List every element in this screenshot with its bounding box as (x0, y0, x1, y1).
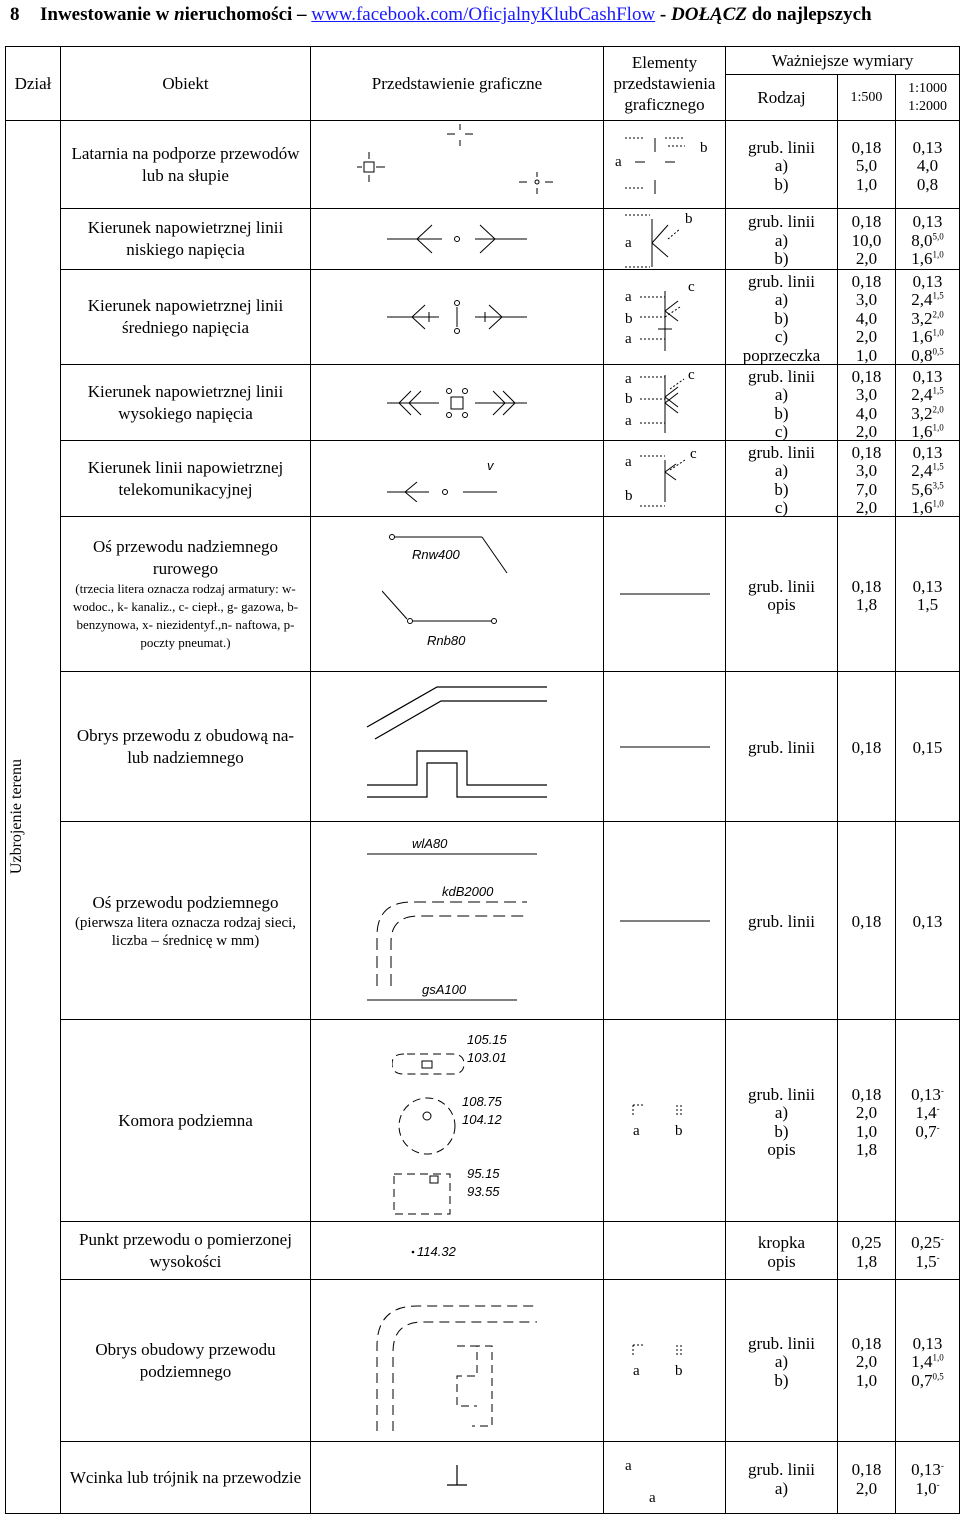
measurement-cell: 0,13- 1,0- (896, 1442, 960, 1514)
scale1000-cell: 0,13 4,0 0,8 (896, 121, 960, 209)
svg-text:104.12: 104.12 (462, 1111, 502, 1127)
symbol-wcinka (311, 1442, 604, 1514)
col-graficzne: Przedstawienie graficzne (311, 47, 604, 121)
elements-nadziemny (604, 517, 726, 672)
table-row (6, 1442, 960, 1514)
symbol-telekom (311, 441, 604, 517)
section-label: Uzbrojenie terenu (8, 759, 25, 875)
col-scale-1000-2000: 1:1000 1:2000 (896, 75, 960, 121)
svg-text:a: a (632, 1362, 640, 1379)
measurement-cell: 0,15 (896, 672, 960, 822)
table-row (6, 1222, 960, 1280)
object-name: Kierunek napowietrznej linii niskiego napięcia (61, 209, 311, 270)
measurement-cell: 0,13 1,5 (896, 517, 960, 672)
table-row (6, 672, 960, 822)
object-name: Obrys przewodu z obudową na- lub nadziemnego (61, 672, 311, 822)
measurement-cell: 0,13 (896, 822, 960, 1020)
svg-text:kdB2000: kdB2000 (442, 883, 494, 899)
col-obiekt: Obiekt (61, 47, 311, 121)
measurement-cell: 0,18 (838, 822, 896, 1020)
object-name: Kierunek napowietrznej linii wysokiego napięcia (61, 365, 311, 441)
object-name: Komora podziemna (61, 1020, 311, 1222)
svg-text:wlA80: wlA80 (412, 835, 448, 851)
symbol-obrys-obudowa (311, 672, 604, 822)
table-row (6, 441, 960, 517)
symbol-obrys-podziemny (311, 1280, 604, 1442)
facebook-link[interactable]: www.facebook.com/OficjalnyKlubCashFlow (311, 4, 656, 25)
svg-text:a: a (624, 289, 632, 305)
svg-text:95.15: 95.15 (467, 1165, 500, 1181)
symbols-table (5, 46, 960, 1514)
svg-text:108.75: 108.75 (462, 1093, 502, 1109)
symbol-latarnia (311, 121, 604, 209)
symbol-niskie (311, 209, 604, 270)
svg-text:a: a (624, 412, 632, 429)
measurement-cell: grub. linii a) b) (726, 1280, 838, 1442)
object-name: Obrys obudowy przewodu podziemnego (61, 1280, 311, 1442)
svg-text:b: b (699, 139, 707, 156)
measurement-cell: 0,13 8,0$^{5,0}$ 1,6$^{1,0}$ (896, 209, 960, 270)
col-wymiary: Ważniejsze wymiary (726, 47, 960, 75)
object-name: Kierunek napowietrznej linii średniego napięcia (61, 270, 311, 365)
measurement-cell: grub. linii a) (726, 1442, 838, 1514)
table-row (6, 517, 960, 672)
svg-text:105.15: 105.15 (467, 1031, 507, 1047)
symbol-nadziemny (311, 517, 604, 672)
elements-obrys-podziemny (604, 1280, 726, 1442)
header-title-prefix: Inwestowanie w (40, 4, 175, 25)
svg-text:103.01: 103.01 (467, 1049, 507, 1065)
object-note: (trzecia litera oznacza rodzaj armatury: w-wodoc., k- kanaliz., c- ciepł., g- gazowa, b- benzynowa, x- niezidentyf.,n- naftowa, p- poczty pneumat.) (72, 581, 299, 650)
svg-text:b: b (684, 211, 692, 227)
measurement-cell: 0,18 3,0 4,0 2,0 (838, 365, 896, 441)
measurement-cell: grub. linii (726, 822, 838, 1020)
col-elementy: Elementy przedstawienia graficznego (604, 47, 726, 121)
table-row (6, 209, 960, 270)
measurement-cell: kropka opis (726, 1222, 838, 1280)
object-note: (pierwsza litera oznacza rodzaj sieci, liczba – średnicę w mm) (74, 914, 297, 949)
object-name: Punkt przewodu o pomierzonej wysokości (61, 1222, 311, 1280)
svg-text:Rnw400: Rnw400 (412, 547, 460, 562)
header-suffix: do najlepszych (747, 4, 872, 25)
page-number: 8 (10, 4, 20, 25)
elements-niskie (604, 209, 726, 270)
col-rodzaj: Rodzaj (726, 75, 838, 121)
page-header (10, 4, 950, 30)
elements-punkt (604, 1222, 726, 1280)
table-row (6, 822, 960, 1020)
svg-text:a: a (624, 453, 632, 470)
object-name: Kierunek linii napowietrznej telekomunikacyjnej (61, 441, 311, 517)
svg-text:b: b (674, 1122, 682, 1139)
measurement-cell: 0,13 2,4$^{1,5}$ 3,2$^{2,0}$ 1,6$^{1,0}$ 0,8$^{0,5}$ (896, 270, 960, 365)
measurement-cell: 0,18 2,0 1,0 1,8 (838, 1020, 896, 1222)
measurement-cell: grub. linii a) b) (726, 209, 838, 270)
measurement-cell: 0,18 1,8 (838, 517, 896, 672)
table-row (6, 1280, 960, 1442)
measurement-cell: 0,13 1,4$^{1,0}$ 0,7$^{0,5}$ (896, 1280, 960, 1442)
header-sep: - (655, 4, 671, 25)
measurement-cell: grub. linii a) b) c) poprzeczka (726, 270, 838, 365)
measurement-cell: 0,13 2,4$^{1,5}$ 5,6$^{3,5}$ 1,6$^{1,0}$ (896, 441, 960, 517)
symbol-punkt (311, 1222, 604, 1280)
elements-obrys-obudowa (604, 672, 726, 822)
measurement-cell: 0,13 2,4$^{1,5}$ 3,2$^{2,0}$ 1,6$^{1,0}$ (896, 365, 960, 441)
object-name: Wcinka lub trójnik na przewodzie (61, 1442, 311, 1514)
svg-text:a: a (632, 1122, 640, 1139)
svg-text:b: b (624, 311, 632, 327)
svg-text:b: b (624, 390, 632, 407)
svg-text:114.32: 114.32 (417, 1243, 456, 1259)
object-name: Oś przewodu nadziemnego rurowego (trzecia litera oznacza rodzaj armatury: w-wodoc., k- kanaliz., c- ciepł., g- gazowa, b- benzynowa, x- niezidentyf.,n- naftowa, p- poczty pneumat.) (61, 517, 311, 672)
measurement-cell: 0,18 2,0 1,0 (838, 1280, 896, 1442)
svg-text:v: v (487, 457, 494, 473)
table-row (6, 270, 960, 365)
svg-text:b: b (674, 1362, 682, 1379)
elements-wysokie (604, 365, 726, 441)
svg-text:a: a (648, 1489, 656, 1506)
section-cell (6, 121, 61, 1514)
object-name: Oś przewodu podziemnego (pierwsza litera oznacza rodzaj sieci, liczba – średnicę w mm) (61, 822, 311, 1020)
measurement-cell: 0,18 2,0 (838, 1442, 896, 1514)
svg-text:Rnb80: Rnb80 (427, 633, 466, 648)
measurement-cell: grub. linii a) b) opis (726, 1020, 838, 1222)
svg-text:c: c (687, 279, 695, 295)
table-row (6, 121, 960, 209)
svg-text:c: c (689, 445, 697, 462)
svg-text:a: a (624, 1457, 632, 1474)
header-title-n: n (174, 4, 185, 25)
symbol-srednie (311, 270, 604, 365)
measurement-cell: 0,25 1,8 (838, 1222, 896, 1280)
scale500-cell: 0,18 5,0 1,0 (838, 121, 896, 209)
symbol-komora (311, 1020, 604, 1222)
header-join: DOŁĄCZ (671, 4, 747, 25)
svg-text:a: a (624, 331, 632, 347)
measurement-cell: 0,18 (838, 672, 896, 822)
col-dzial: Dział (6, 47, 61, 121)
elements-latarnia (604, 121, 726, 209)
svg-text:gsA100: gsA100 (422, 981, 467, 997)
rodzaj-cell: grub. linii a) b) (726, 121, 838, 209)
col-scale-500: 1:500 (838, 75, 896, 121)
table-row (6, 365, 960, 441)
elements-komora (604, 1020, 726, 1222)
svg-text:c: c (687, 366, 695, 383)
measurement-cell: grub. linii (726, 672, 838, 822)
symbol-podziemny (311, 822, 604, 1020)
svg-text:a: a (624, 370, 632, 387)
svg-text:a: a (624, 235, 632, 251)
measurement-cell: 0,13- 1,4- 0,7- (896, 1020, 960, 1222)
elements-podziemny (604, 822, 726, 1020)
svg-text:a: a (614, 153, 622, 170)
elements-wcinka (604, 1442, 726, 1514)
header-title-mid: ieruchomości – (184, 4, 312, 25)
measurement-cell: 0,18 3,0 7,0 2,0 (838, 441, 896, 517)
table-row (6, 1020, 960, 1222)
svg-text:93.55: 93.55 (467, 1183, 500, 1199)
object-name: Latarnia na podporze przewodów lub na słupie (61, 121, 311, 209)
measurement-cell: grub. linii opis (726, 517, 838, 672)
elements-srednie (604, 270, 726, 365)
measurement-cell: 0,25- 1,5- (896, 1222, 960, 1280)
symbol-wysokie (311, 365, 604, 441)
measurement-cell: 0,18 10,0 2,0 (838, 209, 896, 270)
measurement-cell: 0,18 3,0 4,0 2,0 1,0 (838, 270, 896, 365)
elements-telekom (604, 441, 726, 517)
svg-text:b: b (624, 487, 632, 504)
measurement-cell: grub. linii a) b) c) (726, 441, 838, 517)
measurement-cell: grub. linii a) b) c) (726, 365, 838, 441)
